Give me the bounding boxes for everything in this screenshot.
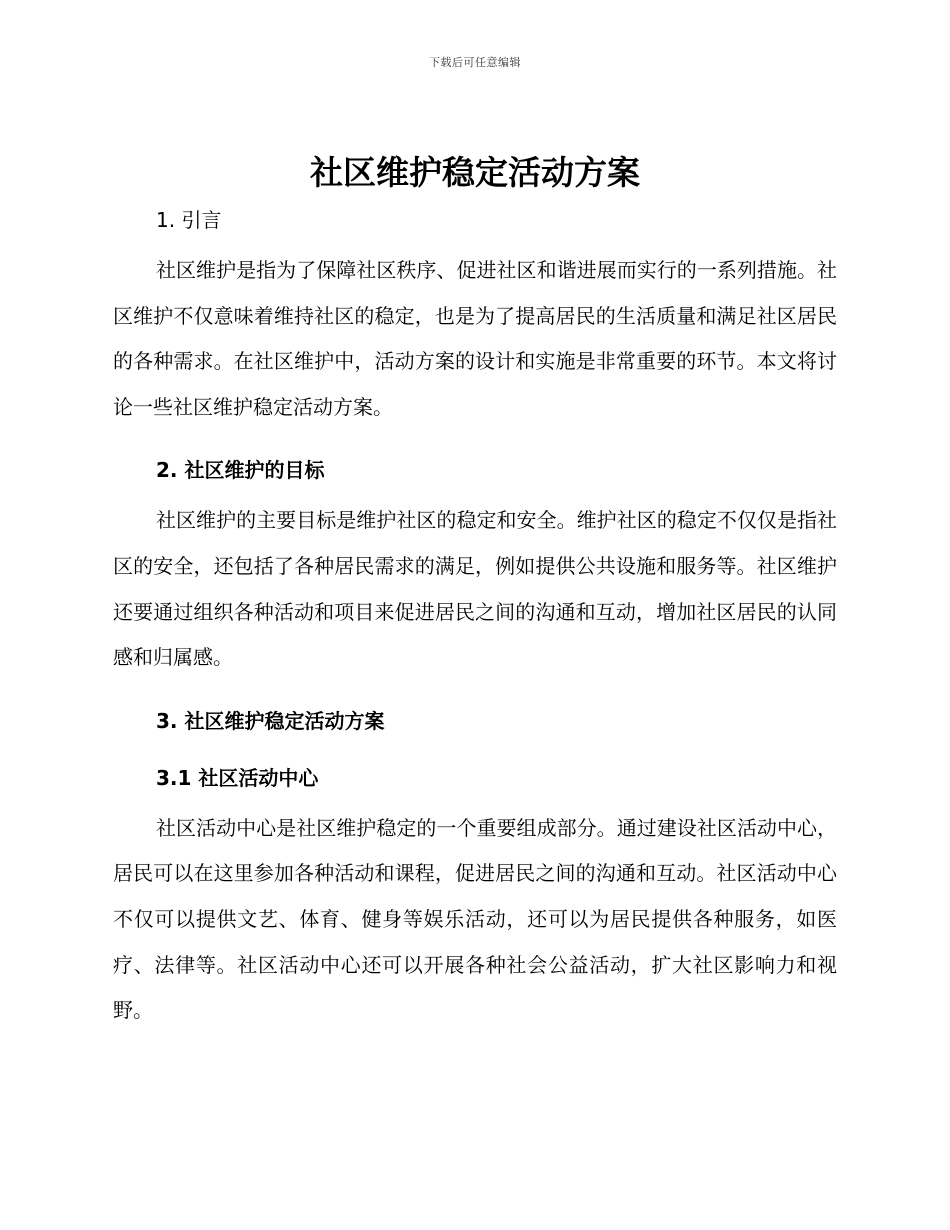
document-body: [113, 200, 837, 1034]
section-heading-goals: 2. 社区维护的目标: [156, 458, 325, 483]
section-paragraph-goals: 社区维护的主要目标是维护社区的稳定和安全。维护社区的稳定不仅仅是指社区的安全，还包括了各种居民需求的满足，例如提供公共设施和服务等。社区维护还要通过组织各种活动和项目来促进居民之间的沟通和互动，增加社区居民的认同感和归属感。: [113, 508, 837, 670]
page-header-note: 下载后可任意编辑: [429, 56, 521, 69]
section-heading-community-center: 3.1 社区活动中心: [156, 765, 319, 790]
section-paragraph-community-center: 社区活动中心是社区维护稳定的一个重要组成部分。通过建设社区活动中心，居民可以在这里参加各种活动和课程，促进居民之间的沟通和互动。社区活动中心不仅可以提供文艺、体育、健身等娱乐活动，还可以为居民提供各种服务，如医疗、法律等。社区活动中心还可以开展各种社会公益活动，扩大社区影响力和视野。: [113, 815, 837, 1023]
section-paragraph-introduction: 社区维护是指为了保障社区秩序、促进社区和谐进展而实行的一系列措施。社区维护不仅意味着维持社区的稳定，也是为了提高居民的生活质量和满足社区居民的各种需求。在社区维护中，活动方案的设计和实施是非常重要的环节。本文将讨论一些社区维护稳定活动方案。: [113, 258, 837, 419]
document-title: 社区维护稳定活动方案: [310, 153, 640, 192]
section-heading-introduction: 1. 引言: [156, 208, 222, 232]
section-heading-activity-plans: 3. 社区维护稳定活动方案: [156, 708, 385, 733]
